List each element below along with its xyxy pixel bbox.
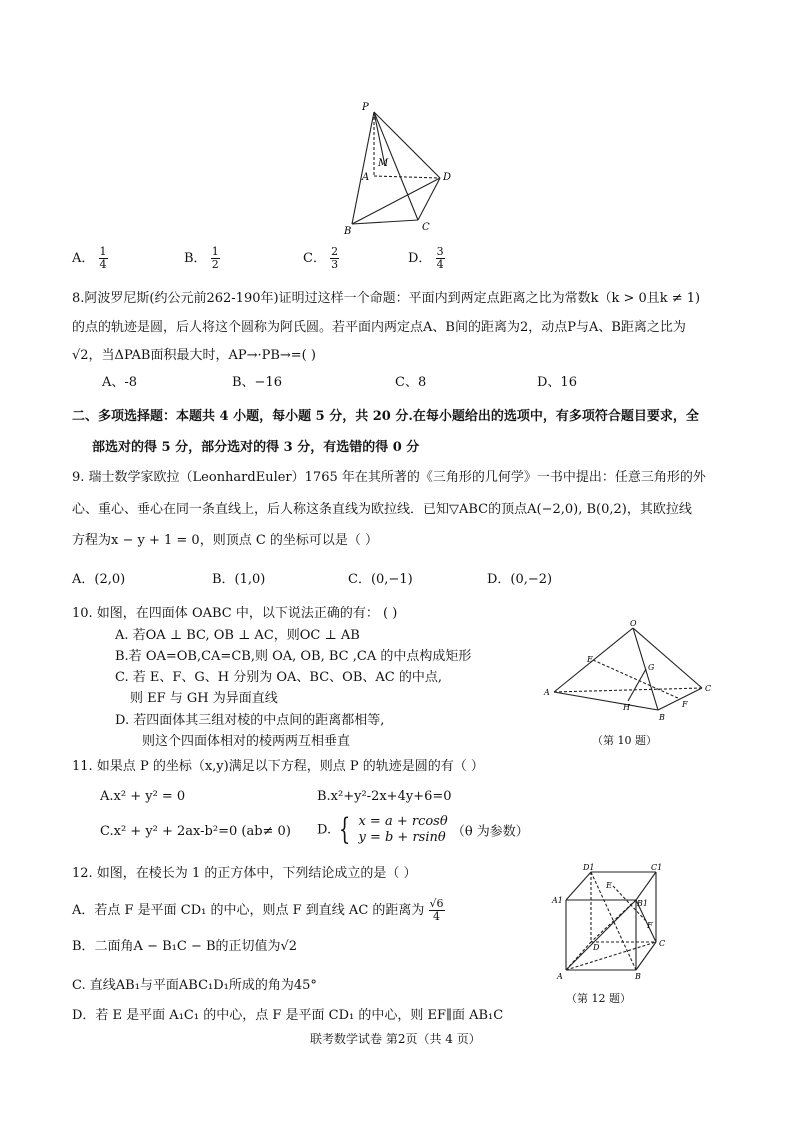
section2-heading-line-1: 二、多项选择题：本题共 4 小题，每小题 5 分，共 20 分.在每小题给出的选项中，有多项符合题目要求，全: [72, 409, 699, 424]
label-B: B: [635, 972, 641, 981]
q10-figure-caption: （第 10 题）: [592, 734, 657, 747]
q11-option-d: D. { x = a + rcosθ y = b + rsinθ （θ 为参数）: [317, 812, 529, 847]
q11-stem: 11. 如果点 P 的坐标（x,y)满足以下方程，则点 P 的轨迹是圆的有（ ）: [72, 759, 484, 774]
q12-figure-caption: （第 12 题）: [566, 992, 631, 1005]
q11-option-d-eq-1: x = a + rcosθ: [358, 814, 448, 829]
label-B1: B1: [637, 899, 648, 908]
q11-option-a: A.x² + y² = 0: [100, 789, 186, 804]
label-B: B: [659, 713, 665, 722]
q10-option-d-line-1: D. 若四面体其三组对棱的中点间的距离都相等,: [115, 713, 385, 728]
q11-option-c: C.x² + y² + 2ax-b²=0 (ab≠ 0): [100, 824, 291, 839]
label-C1: C1: [651, 863, 663, 872]
label-A: A: [544, 688, 550, 697]
label-G: G: [648, 663, 655, 672]
q8-option-a: A、-8: [102, 375, 138, 390]
q8-option-d: D、16: [537, 375, 577, 390]
q9-line-2: 心、重心、垂心在同一条直线上，后人称这条直线为欧拉线．已知▽ABC的顶点A(−2,0), B(0,2)，其欧拉线: [72, 502, 692, 517]
q7-option-a: A． $\frac{1}{4}$: [72, 245, 107, 271]
q10-option-c-line-1: C. 若 E、F、G、H 分别为 OA、BC、OB、AC 的中点,: [115, 670, 442, 685]
label-P: P: [362, 102, 369, 113]
q8-line-2: 的点的轨迹是圆，后人将这个圆称为阿氏圆。若平面内两定点A、B间的距离为2，动点P与A、B距离之比为: [72, 320, 686, 335]
q9-option-b: B．(1,0): [212, 572, 266, 587]
q9-option-c: C．(0,−1): [348, 572, 413, 587]
q8-option-c: C、8: [395, 375, 427, 390]
q12-cube-figure: [548, 858, 678, 983]
q9-option-a: A．(2,0): [72, 572, 126, 587]
label-F: F: [682, 700, 688, 709]
label-H: H: [623, 703, 630, 712]
label-B: B: [344, 226, 352, 237]
q11-option-b: B.x²+y²-2x+4y+6=0: [317, 789, 452, 804]
q12-option-d: D．若 E 是平面 A₁C₁ 的中心，点 F 是平面 CD₁ 的中心，则 EF∥面 AB₁C: [72, 1008, 504, 1023]
label-A: A: [557, 972, 563, 981]
q10-option-c-line-2: 则 EF 与 GH 为异面直线: [130, 691, 278, 706]
q9-option-d: D．(0,−2): [487, 572, 553, 587]
q8-option-b: B、−16: [232, 375, 282, 390]
label-A1: A1: [552, 896, 563, 905]
label-M: M: [378, 158, 389, 169]
label-C: C: [705, 684, 712, 693]
q10-option-b: B.若 OA=OB,CA=CB,则 OA, OB, BC ,CA 的中点构成矩形: [115, 649, 472, 664]
q10-option-a: A. 若OA ⊥ BC, OB ⊥ AC，则OC ⊥ AB: [115, 628, 360, 643]
q7-option-c: C． $\frac{2}{3}$: [303, 245, 339, 271]
label-F: F: [647, 921, 653, 930]
q12-option-c: C. 直线AB₁与平面ABC₁D₁所成的角为45°: [72, 978, 317, 993]
q7-option-b: B． $\frac{1}{2}$: [184, 245, 219, 271]
label-E: E: [587, 655, 593, 664]
q12-stem: 12. 如图，在棱长为 1 的正方体中，下列结论成立的是（ ）: [72, 866, 417, 881]
label-E: E: [606, 881, 612, 890]
q10-stem: 10. 如图，在四面体 OABC 中，以下说法正确的有： ( ): [72, 606, 398, 621]
q12-option-b: B．二面角A − B₁C − B的正切值为√2: [72, 939, 298, 954]
label-O: O: [630, 619, 637, 628]
q8-line-3: √2，当ΔPAB面积最大时，AP→·PB→=( ): [72, 348, 316, 363]
label-C: C: [659, 939, 666, 948]
label-C: C: [422, 222, 430, 233]
label-D1: D1: [583, 863, 595, 872]
label-A: A: [362, 172, 370, 183]
label-D: D: [443, 172, 452, 183]
q12-option-a: A．若点 F 是平面 CD₁ 的中心，则点 F 到直线 AC 的距离为 $\frac{√6}{4}$: [72, 897, 444, 923]
q7-option-d: D． $\frac{3}{4}$: [408, 245, 444, 271]
q10-tetrahedron-figure: [540, 618, 720, 728]
q11-option-d-eq-2: y = b + rsinθ: [358, 830, 446, 845]
label-D: D: [593, 943, 600, 952]
q7-pyramid-figure: [340, 98, 470, 238]
q9-line-1: 9. 瑞士数学家欧拉（LeonhardEuler）1765 年在其所著的《三角形的几何学》一书中提出：任意三角形的外: [72, 470, 706, 485]
section2-heading-line-2: 部选对的得 5 分，部分选对的得 3 分，有选错的得 0 分: [92, 440, 420, 455]
page-footer: 联考数学试卷 第2页（共 4 页）: [310, 1032, 481, 1046]
q9-line-3: 方程为x − y + 1 = 0，则顶点 C 的坐标可以是（ ）: [72, 533, 379, 548]
q11-brace: {: [339, 812, 351, 847]
q10-option-d-line-2: 则这个四面体相对的棱两两互相垂直: [142, 734, 351, 749]
q8-line-1: 8.阿波罗尼斯(约公元前262-190年)证明过这样一个命题：平面内到两定点距离之比为常数k（k > 0且k ≠ 1): [72, 291, 701, 306]
